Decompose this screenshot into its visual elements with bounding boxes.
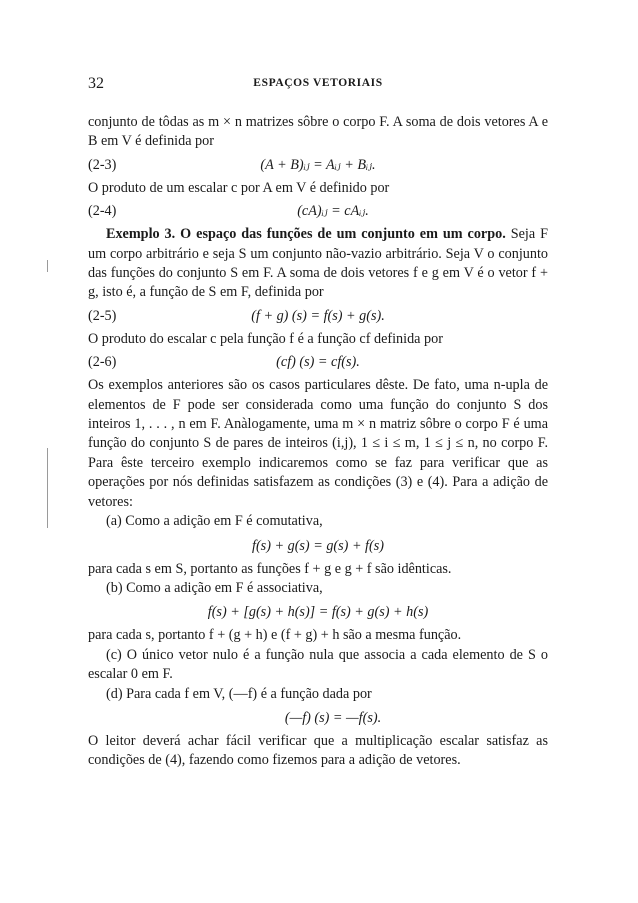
example-title: Exemplo 3. O espaço das funções de um conjunto em um corpo. <box>106 226 506 243</box>
equation-label: (2-3) <box>88 156 117 173</box>
equation-label: (2-4) <box>88 203 117 220</box>
equation-2-3 <box>88 152 548 179</box>
equation-formula: (cf) (s) = cf(s). <box>276 354 360 371</box>
paragraph: para cada s, portanto f + (g + h) e (f + g) + h são a mesma função. <box>88 627 462 644</box>
example-text: Seja F um corpo arbitrário e seja S um conjunto não-vazio arbitrário. Seja V o conjunto das funções do conjunto S em F. A soma de dois vetores f e g em V é o vetor f + g, isto é, a função de S em F, definida por <box>88 226 548 301</box>
list-item-b: (b) Como a adição em F é associativa, <box>106 579 323 596</box>
formula-commutative: f(s) + g(s) = g(s) + f(s) <box>252 537 384 554</box>
paragraph: O produto de um escalar c por A em V é definido por <box>88 179 390 196</box>
formula-negative: (—f) (s) = —f(s). <box>284 709 382 726</box>
equation-formula: (f + g) (s) = f(s) + g(s). <box>251 307 385 324</box>
margin-mark <box>47 260 48 272</box>
equation-formula: (A + B)ᵢⱼ = Aᵢⱼ + Bᵢⱼ. <box>260 156 376 173</box>
paragraph: Os exemplos anteriores são os casos particulares dêste. De fato, uma n-upla de elementos de F pode ser considerada como uma função do conjunto S dos inteiros 1, . . . , n em F. Anàlogamente, uma m × n matriz sôbre o corpo F é uma função do conjunto S de pares de inteiros (i,j), 1 ≤ i ≤ m, 1 ≤ j ≤ n, no corpo F. Para êste terceiro exemplo indicaremos como se faz para verificar que as operações por nós definidas satisfazem as condições (3) e (4). Para a adição de vetores: <box>88 377 548 510</box>
paragraph: conjunto de tôdas as m × n matrizes sôbre o corpo F. A soma de dois vetores A e B em V é definida por <box>88 114 548 150</box>
equation-2-6 <box>88 349 548 376</box>
equation-formula: (cA)ᵢⱼ = cAᵢⱼ. <box>297 203 369 220</box>
equation-2-4 <box>88 198 548 225</box>
equation-2-5 <box>88 303 548 330</box>
margin-mark <box>47 448 48 528</box>
list-item-a: (a) Como a adição em F é comutativa, <box>106 513 323 530</box>
paragraph: O produto do escalar c pela função f é a função cf definida por <box>88 330 443 347</box>
paragraph: O leitor deverá achar fácil verificar que a multiplicação escalar satisfaz as condições de (4), fazendo como fizemos para a adição de vetores. <box>88 732 548 769</box>
equation-label: (2-6) <box>88 354 117 371</box>
example-paragraph <box>88 225 548 303</box>
paragraph: para cada s em S, portanto as funções f + g e g + f são idênticas. <box>88 560 452 577</box>
list-item-d: (d) Para cada f em V, (—f) é a função dada por <box>106 685 372 702</box>
formula-associative: f(s) + [g(s) + h(s)] = f(s) + g(s) + h(s) <box>207 604 429 621</box>
body-text <box>88 113 548 771</box>
running-title: ESPAÇOS VETORIAIS <box>253 77 383 89</box>
equation-label: (2-5) <box>88 307 117 324</box>
page-header <box>88 75 548 95</box>
list-item-c: (c) O único vetor nulo é a função nula que associa a cada elemento de S o escalar 0 em F. <box>88 646 548 683</box>
page-number: 32 <box>88 75 104 92</box>
